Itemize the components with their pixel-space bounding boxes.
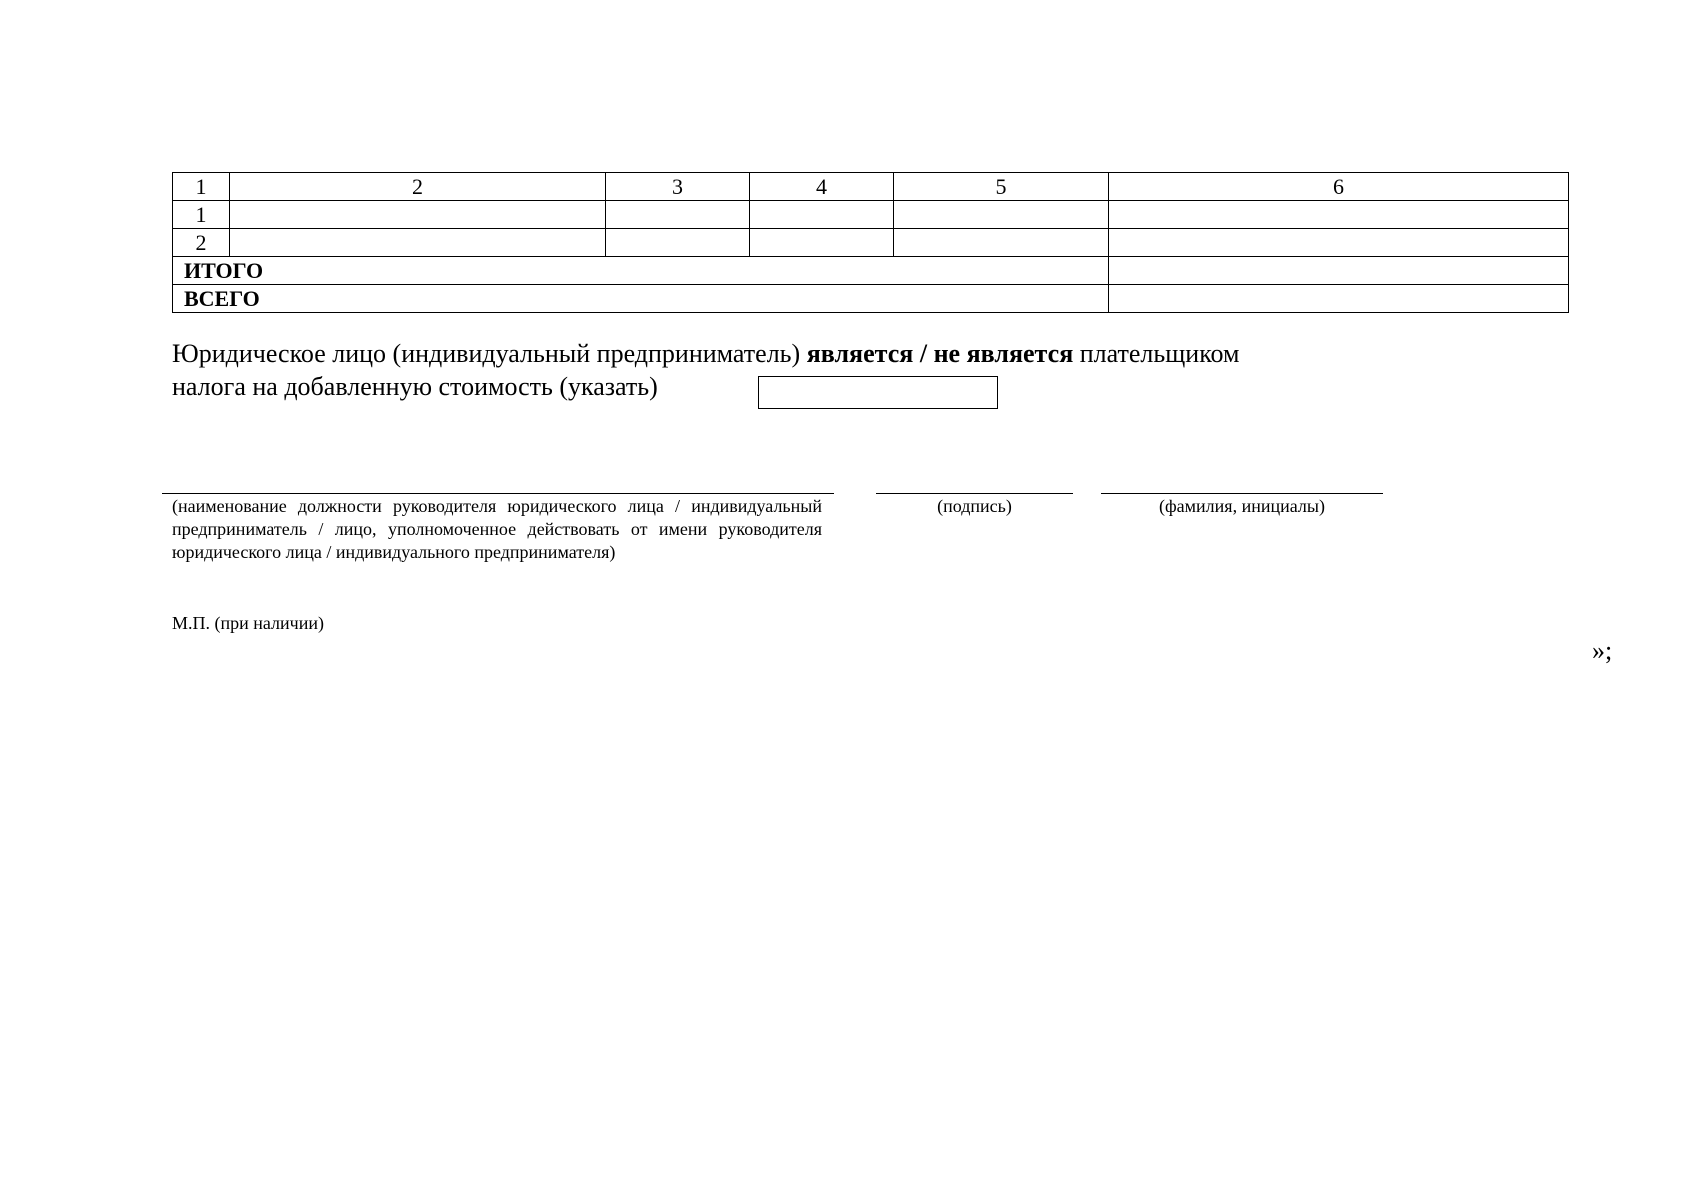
table-cell[interactable] — [230, 229, 606, 257]
grand-total-value-cell[interactable] — [1109, 285, 1569, 313]
subtotal-label: ИТОГО — [173, 257, 1109, 285]
table-row — [173, 229, 1569, 257]
grand-total-label: ВСЕГО — [173, 285, 1109, 313]
stamp-label: М.П. (при наличии) — [172, 613, 324, 633]
table-cell[interactable] — [750, 229, 894, 257]
header-cell-3: 3 — [606, 173, 750, 201]
name-caption: (фамилия, инициалы) — [1159, 496, 1325, 516]
table-cell[interactable] — [606, 201, 750, 229]
table-row — [173, 201, 1569, 229]
table-cell[interactable] — [1109, 201, 1569, 229]
table-cell[interactable] — [750, 201, 894, 229]
row-number-cell: 2 — [173, 229, 230, 257]
table-cell[interactable] — [606, 229, 750, 257]
header-cell-5: 5 — [894, 173, 1109, 201]
vat-answer-field[interactable] — [758, 376, 998, 409]
closing-quote-mark: »; — [1592, 636, 1613, 665]
subtotal-row — [173, 257, 1569, 285]
table-cell[interactable] — [894, 201, 1109, 229]
header-cell-1: 1 — [173, 173, 230, 201]
signature-caption: (подпись) — [937, 496, 1012, 516]
table-cell[interactable] — [230, 201, 606, 229]
signature-line — [876, 493, 1073, 494]
position-caption: (наименование должности руководителя юридического лица / индивидуальный предприниматель / лицо, уполномоченное действовать от имени руководителя юридического лица / индивидуального предпринимателя) — [172, 496, 822, 562]
header-cell-2: 2 — [230, 173, 606, 201]
grand-total-row — [173, 285, 1569, 313]
subtotal-value-cell[interactable] — [1109, 257, 1569, 285]
header-cell-6: 6 — [1109, 173, 1569, 201]
vat-statement-text-end: плательщиком — [1073, 339, 1240, 368]
header-cell-4: 4 — [750, 173, 894, 201]
position-signature-line — [162, 493, 834, 494]
vat-status-options: является / не является — [806, 339, 1074, 368]
name-signature-line — [1101, 493, 1383, 494]
table-header-row — [173, 173, 1569, 201]
row-number-cell: 1 — [173, 201, 230, 229]
table-cell[interactable] — [894, 229, 1109, 257]
vat-statement-line-1 — [172, 337, 1472, 370]
vat-statement-text-start: Юридическое лицо (индивидуальный предприниматель) — [172, 339, 807, 368]
vat-statement-line-2: налога на добавленную стоимость (указать) — [172, 372, 658, 401]
table-cell[interactable] — [1109, 229, 1569, 257]
summary-table — [172, 172, 1569, 313]
